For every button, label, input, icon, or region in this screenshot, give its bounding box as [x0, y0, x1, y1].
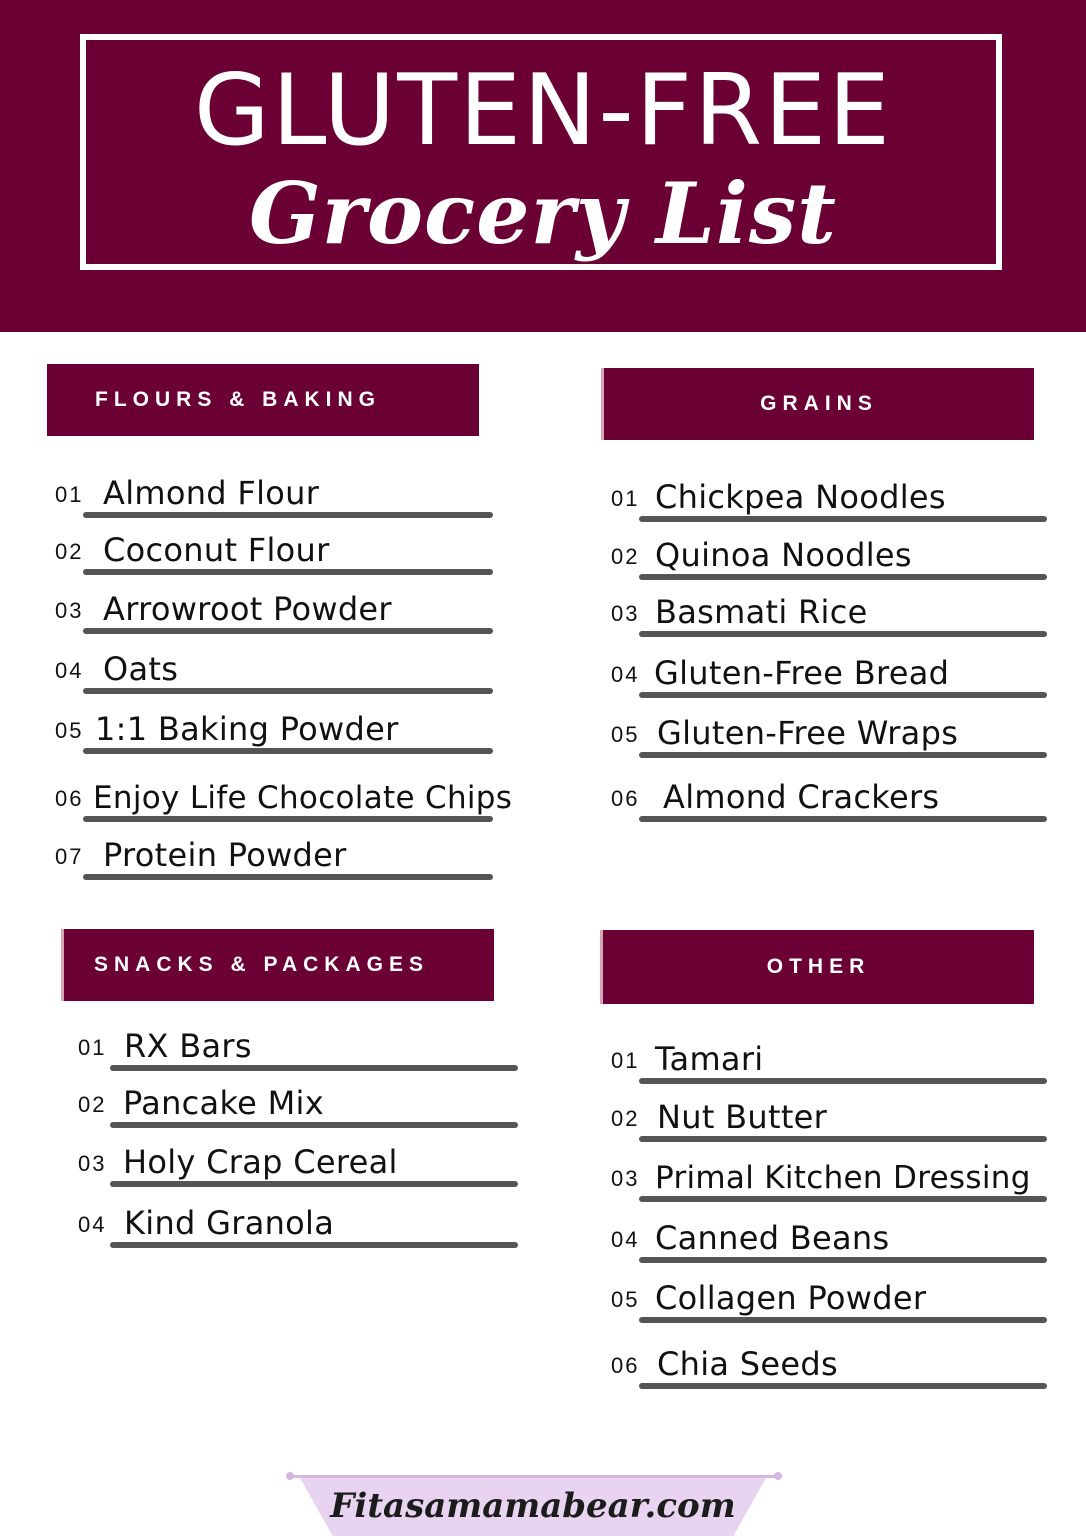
item-number: 04 [611, 662, 640, 687]
item-label: 1:1 Baking Powder [95, 710, 399, 748]
footer-dot-left [286, 1472, 294, 1480]
item-underline [639, 752, 1047, 758]
item-number: 03 [611, 1166, 640, 1191]
item-label: Oats [103, 650, 179, 688]
item-underline [110, 1242, 518, 1248]
list-item [611, 1279, 1081, 1323]
list-item [611, 1219, 1081, 1263]
item-underline [639, 1257, 1047, 1263]
item-underline [83, 512, 493, 518]
item-underline [110, 1122, 518, 1128]
item-underline [639, 816, 1047, 822]
list-item [55, 836, 495, 880]
footer-rule [290, 1475, 780, 1478]
item-number: 02 [55, 539, 84, 564]
item-label: Kind Granola [124, 1204, 335, 1242]
item-underline [639, 1078, 1047, 1084]
item-number: 02 [78, 1092, 107, 1117]
item-label: Basmati Rice [655, 593, 868, 631]
list-item [611, 654, 1051, 698]
item-label: Gluten-Free Wraps [657, 714, 959, 752]
list-item [55, 590, 495, 634]
item-number: 02 [611, 544, 640, 569]
list-item [611, 1040, 1081, 1084]
item-number: 04 [611, 1227, 640, 1252]
item-underline [639, 1196, 1047, 1202]
item-number: 04 [78, 1212, 107, 1237]
item-underline [639, 692, 1047, 698]
item-underline [110, 1065, 518, 1071]
list-item [611, 1345, 1081, 1389]
page-title: GLUTEN-FREE [193, 54, 893, 168]
item-number: 07 [55, 844, 84, 869]
item-number: 02 [611, 1106, 640, 1131]
list-item [611, 778, 1051, 822]
list-item [78, 1204, 523, 1248]
item-underline [639, 1317, 1047, 1323]
list-item [611, 714, 1051, 758]
item-label: Pancake Mix [123, 1084, 324, 1122]
section-heading-snacks-label: SNACKS & PACKAGES [94, 953, 429, 976]
header-banner [0, 0, 1086, 332]
list-item [55, 782, 565, 822]
item-underline [83, 569, 493, 575]
item-underline [83, 874, 493, 880]
item-number: 03 [55, 598, 84, 623]
item-label: Tamari [655, 1040, 764, 1078]
list-item [611, 478, 1051, 522]
item-number: 04 [55, 658, 84, 683]
item-underline [83, 688, 493, 694]
item-label: Quinoa Noodles [655, 536, 912, 574]
item-label: Chia Seeds [657, 1345, 838, 1383]
item-number: 06 [611, 786, 640, 811]
item-label: Collagen Powder [655, 1279, 927, 1317]
item-underline [639, 574, 1047, 580]
item-label: Arrowroot Powder [103, 590, 392, 628]
list-item [55, 650, 495, 694]
item-underline [110, 1181, 518, 1187]
item-label: Canned Beans [655, 1219, 890, 1257]
list-item [78, 1084, 523, 1128]
item-label: Nut Butter [657, 1098, 828, 1136]
item-label: Almond Crackers [663, 778, 940, 816]
footer-dot-right [774, 1472, 782, 1480]
item-number: 06 [55, 786, 84, 811]
item-number: 05 [611, 1287, 640, 1312]
footer-site-name: Fitasamamabear.com [330, 1486, 736, 1526]
section-heading-other [600, 930, 1034, 1004]
item-underline [83, 748, 493, 754]
section-heading-flours [47, 364, 479, 436]
item-label: Chickpea Noodles [655, 478, 946, 516]
list-item [55, 531, 495, 575]
item-label: Coconut Flour [103, 531, 330, 569]
item-label: Protein Powder [103, 836, 347, 874]
section-heading-other-label: OTHER [766, 955, 871, 978]
item-number: 01 [55, 482, 84, 507]
item-number: 06 [611, 1353, 640, 1378]
section-heading-grains [601, 368, 1034, 440]
item-underline [83, 628, 493, 634]
item-underline [639, 1383, 1047, 1389]
item-label: Holy Crap Cereal [123, 1143, 398, 1181]
item-underline [639, 631, 1047, 637]
item-number: 01 [78, 1035, 107, 1060]
item-number: 01 [611, 1048, 640, 1073]
list-item [611, 536, 1051, 580]
section-heading-flours-label: FLOURS & BAKING [95, 388, 381, 411]
item-label: Gluten-Free Bread [654, 654, 950, 692]
list-item [611, 1162, 1081, 1202]
item-number: 01 [611, 486, 640, 511]
item-number: 05 [611, 722, 640, 747]
item-underline [83, 816, 493, 822]
section-heading-snacks [61, 929, 494, 1001]
list-item [55, 474, 495, 518]
list-item [55, 710, 495, 754]
item-underline [639, 1136, 1047, 1142]
item-underline [639, 516, 1047, 522]
item-label: Enjoy Life Chocolate Chips [93, 780, 513, 816]
item-label: Almond Flour [103, 474, 320, 512]
list-item [78, 1143, 523, 1187]
item-number: 03 [78, 1151, 107, 1176]
section-heading-grains-label: GRAINS [760, 392, 878, 415]
page-subtitle: Grocery List [249, 164, 837, 263]
item-label: Primal Kitchen Dressing [655, 1160, 1031, 1196]
item-label: RX Bars [124, 1027, 252, 1065]
list-item [78, 1027, 523, 1071]
item-number: 05 [55, 718, 84, 743]
list-item [611, 1098, 1081, 1142]
item-number: 03 [611, 601, 640, 626]
list-item [611, 593, 1051, 637]
